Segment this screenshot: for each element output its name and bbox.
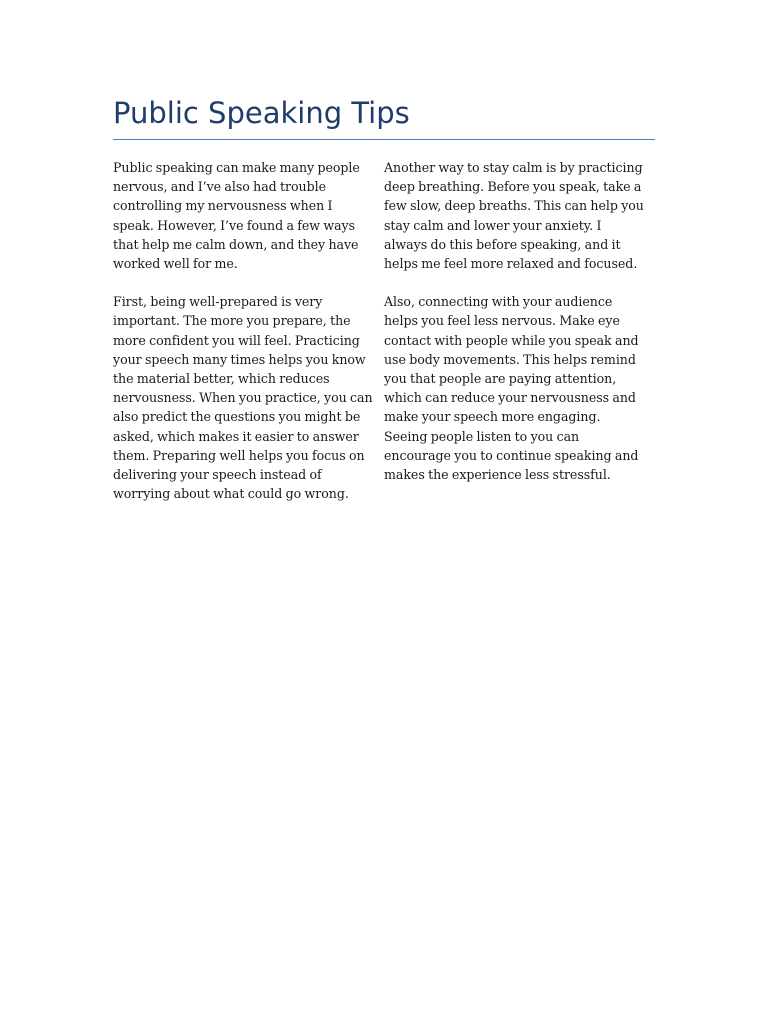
left-column bbox=[113, 158, 375, 522]
paragraph-audience: Also, connecting with your audience helps you feel less nervous. Make eye contact with people while you speak and use body movements. This helps remind you that people are paying attention, which can reduce your nervousness and make your speech more engaging. Seeing people listen to you can encourage you to continue speaking and makes the experience less stressful. bbox=[384, 294, 639, 483]
paragraph-breathing: Another way to stay calm is by practicing deep breathing. Before you speak, take a few slow, deep breaths. This can help you stay calm and lower your anxiety. I always do this before speaking, and it helps me feel more relaxed and focused. bbox=[384, 160, 644, 272]
paragraph-intro: Public speaking can make many people nervous, and I’ve also had trouble controlling my nervousness when I speak. However, I’ve found a few ways that help me calm down, and they have worked well for me. bbox=[113, 160, 360, 272]
right-column bbox=[384, 158, 646, 503]
document-title: Public Speaking Tips bbox=[113, 96, 410, 130]
title-underline-rule bbox=[113, 139, 655, 140]
paragraph-preparation: First, being well-prepared is very important. The more you prepare, the more confident you will feel. Practicing your speech many times helps you know the material better, which reduces nervousness. When you practice, you can also predict the questions you might be asked, which makes it easier to answer them. Preparing well helps you focus on delivering your speech instead of worrying about what could go wrong. bbox=[113, 294, 373, 502]
